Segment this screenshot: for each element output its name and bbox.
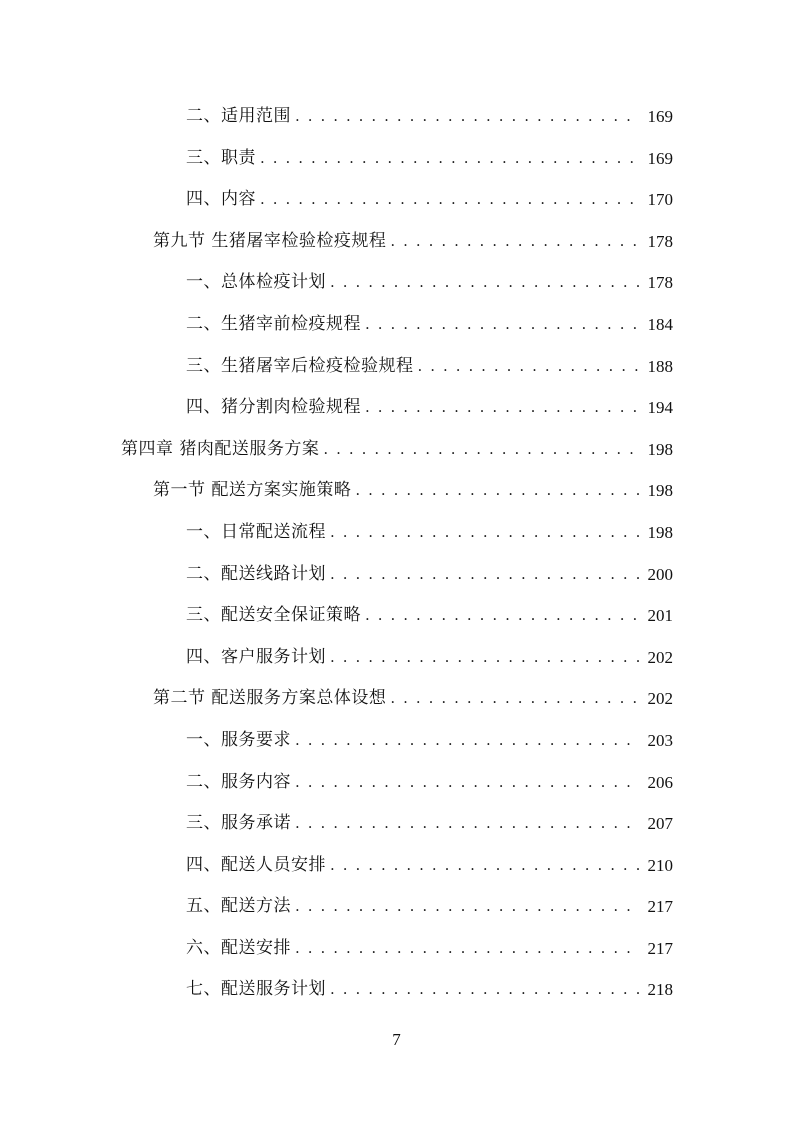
toc-entry[interactable] [0,803,793,845]
toc-entry-title: 七、配送服务计划 [186,979,326,1000]
toc-dot-leader [330,969,639,1011]
toc-entry-title: 第一节 配送方案实施策略 [153,480,352,501]
toc-dot-leader [330,554,639,596]
toc-entry-page: 202 [647,647,673,667]
toc-dot-leader [355,470,639,512]
toc-entry[interactable] [0,637,793,679]
toc-entry-page: 178 [647,273,673,293]
table-of-contents [0,96,793,1011]
toc-dot-leader [330,637,639,679]
toc-entry[interactable] [0,762,793,804]
toc-entry[interactable] [0,720,793,762]
toc-entry-page: 188 [647,356,673,376]
toc-dot-leader [390,678,639,720]
toc-entry-title: 一、总体检疫计划 [186,272,326,293]
toc-dot-leader [295,720,639,762]
toc-entry-title: 一、服务要求 [186,729,291,750]
toc-entry-title: 五、配送方法 [186,896,291,917]
toc-entry-title: 六、配送安排 [186,937,291,958]
toc-entry[interactable] [0,512,793,554]
toc-entry-title: 四、猪分割肉检验规程 [186,397,361,418]
toc-entry[interactable] [0,845,793,887]
toc-entry[interactable] [0,595,793,637]
toc-entry-title: 第四章 猪肉配送服务方案 [121,438,320,459]
toc-dot-leader [330,845,639,887]
toc-entry-page: 169 [647,107,673,126]
toc-entry-page: 203 [647,730,673,750]
toc-entry[interactable] [0,387,793,429]
toc-entry-title: 四、配送人员安排 [186,854,326,875]
toc-entry-title: 二、配送线路计划 [186,563,326,584]
toc-entry[interactable] [0,96,793,138]
toc-entry-title: 三、配送安全保证策略 [186,605,361,626]
toc-dot-leader [418,346,640,388]
toc-dot-leader [295,96,639,138]
toc-entry[interactable] [0,928,793,970]
toc-dot-leader [330,512,639,554]
toc-entry-title: 三、服务承诺 [186,813,291,834]
toc-entry-title: 二、生猪宰前检疫规程 [186,313,361,334]
toc-entry-title: 三、职责 [186,147,256,168]
toc-entry[interactable] [0,346,793,388]
toc-dot-leader [390,221,639,263]
toc-dot-leader [295,762,639,804]
toc-entry-page: 202 [647,689,673,709]
toc-entry-page: 194 [647,398,673,418]
toc-entry-title: 二、服务内容 [186,771,291,792]
toc-entry-page: 206 [647,772,673,792]
toc-dot-leader [260,138,639,180]
toc-entry-page: 218 [647,980,673,1000]
toc-dot-leader [365,387,639,429]
toc-entry-title: 一、日常配送流程 [186,521,326,542]
toc-entry[interactable] [0,886,793,928]
toc-entry-page: 210 [647,855,673,875]
toc-dot-leader [365,595,639,637]
toc-entry-title: 第九节 生猪屠宰检验检疫规程 [153,230,387,251]
toc-entry-title: 四、客户服务计划 [186,646,326,667]
toc-entry[interactable] [0,304,793,346]
toc-entry-page: 217 [647,897,673,917]
toc-entry-page: 198 [647,439,673,459]
toc-dot-leader [295,928,639,970]
toc-entry-page: 170 [647,190,673,210]
toc-entry-title: 三、生猪屠宰后检疫检验规程 [186,355,414,376]
toc-dot-leader [295,803,639,845]
toc-entry-page: 198 [647,481,673,501]
toc-entry-page: 169 [647,148,673,168]
toc-entry[interactable] [0,262,793,304]
toc-entry-page: 198 [647,522,673,542]
toc-entry-title: 第二节 配送服务方案总体设想 [153,688,387,709]
toc-section-entry[interactable] [0,221,793,263]
toc-entry-title: 四、内容 [186,189,256,210]
toc-entry-page: 201 [647,606,673,626]
toc-chapter-entry[interactable] [0,429,793,471]
toc-entry-page: 178 [647,231,673,251]
toc-section-entry[interactable] [0,470,793,512]
toc-entry-page: 207 [647,814,673,834]
page-number: 7 [392,1030,401,1049]
toc-entry[interactable] [0,554,793,596]
toc-dot-leader [295,886,639,928]
toc-entry[interactable] [0,969,793,1011]
toc-entry[interactable] [0,179,793,221]
toc-entry-page: 184 [647,314,673,334]
toc-dot-leader [260,179,639,221]
toc-dot-leader [323,429,639,471]
toc-entry-page: 217 [647,938,673,958]
toc-entry-page: 200 [647,564,673,584]
toc-entry-title: 二、适用范围 [186,106,291,126]
toc-entry[interactable] [0,138,793,180]
toc-dot-leader [330,262,639,304]
toc-dot-leader [365,304,639,346]
toc-section-entry[interactable] [0,678,793,720]
